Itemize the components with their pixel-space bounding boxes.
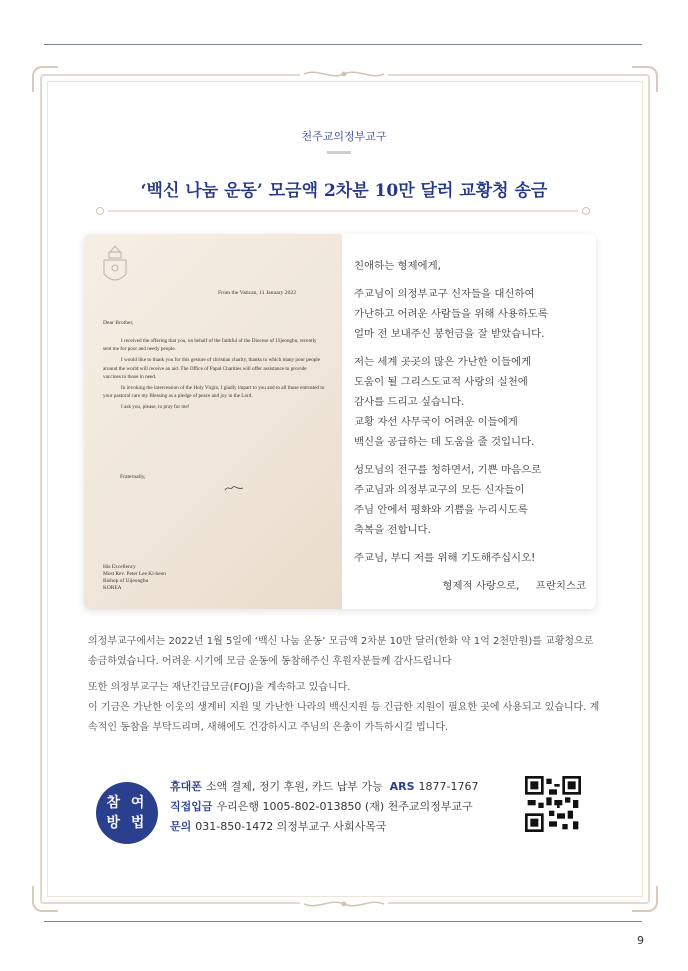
letter-date: From the Vatican, 11 January 2022 xyxy=(218,290,296,296)
letter-greeting: Dear Brother, xyxy=(103,320,134,326)
bottom-rule xyxy=(44,921,642,922)
participate-row: 휴대폰 소액 결제, 정기 후원, 카드 납부 가능 ARS 1877-1767 xyxy=(170,780,479,793)
translation-greeting: 친애하는 형제에게, xyxy=(354,260,441,272)
section-kicker: 천주교의정부교구 xyxy=(301,130,387,143)
top-rule xyxy=(44,44,642,45)
letter-paragraph: I received the offering that you, on behalf of the faithful of the Diocese of Uijeongbu, recently sent me for poor and needy people. xyxy=(103,338,317,353)
letter-paragraph: I ask you, please, to pray for me! xyxy=(121,404,190,411)
article-body xyxy=(88,632,600,744)
letter-address: His Excellency Most Rev. Peter Lee Ki-heon Bishop of Uijeongbu KOREA xyxy=(103,564,166,591)
title-ornament-line xyxy=(94,205,592,217)
participate-row: 직접입금 우리은행 1005-802-013850 (재) 천주교의정부교구 xyxy=(170,800,473,813)
qr-code-icon[interactable] xyxy=(525,776,581,832)
letter-translation xyxy=(354,256,590,604)
translation-signoff: 형제적 사랑으로, 프란치스코 xyxy=(442,580,586,592)
letter-body xyxy=(103,337,325,415)
body-paragraph: 의정부교구에서는 2022년 1월 5일에 ‘백신 나눔 운동’ 모금액 2차분 10만 달러(한화 약 1억 2천만원)를 교황청으로 송금하였습니다. 어려운 시기에 모금 운동에 동참해주신 후원자분들께 감사드립니다 xyxy=(88,636,594,667)
body-paragraph: 이 기금은 가난한 이웃의 생계비 지원 및 가난한 나라의 백신지원 등 긴급한 지원이 필요한 곳에 사용되고 있습니다. 계속적인 동참을 부탁드리며, 새해에도 건강하시고 주님의 은총이 가득하시길 빕니다. xyxy=(88,702,600,733)
participate-badge: 참 여 방 법 xyxy=(96,782,158,844)
translation-paragraph: 주교님이 의정부교구 신자들을 대신하여 가난하고 어려운 사람들을 위해 사용하도록 얼마 전 보내주신 봉헌금을 잘 받았습니다. xyxy=(354,288,548,340)
translation-paragraph: 주교님, 부디 저를 위해 기도해주십시오! xyxy=(354,552,536,564)
frame-corner-ornament xyxy=(632,886,658,912)
page-title: ‘백신 나눔 운동’ 모금액 2차분 10만 달러 교황청 송금 xyxy=(140,181,548,201)
translation-paragraph: 성모님의 전구를 청하면서, 기쁜 마음으로 주교님과 의정부교구의 모든 신자들이 주님 안에서 평화와 기쁨을 누리시도록 축복을 전합니다. xyxy=(354,464,542,536)
page-number: 9 xyxy=(637,934,644,947)
flourish-ornament-icon xyxy=(300,897,388,911)
letter-paragraph: In invoking the intercession of the Holy Virgin, I gladly impart to you and to all those entrusted to your pastoral care my Blessing as a pledge of peace and joy in the Lord. xyxy=(103,385,325,400)
kicker-divider xyxy=(327,151,351,154)
frame-corner-ornament xyxy=(32,66,58,92)
participate-info xyxy=(170,777,479,837)
frame-corner-ornament xyxy=(32,886,58,912)
letter-card xyxy=(84,234,596,609)
papal-letter-image xyxy=(84,234,342,609)
letter-closing: Fraternally, xyxy=(120,474,146,480)
letter-paragraph: I would like to thank you for this gesture of christian charity, thanks to which many poor people around the world will receive an aid. The Office of Papal Charities will offer assistance to provide vaccines to those in need. xyxy=(103,357,321,380)
frame-corner-ornament xyxy=(632,66,658,92)
body-paragraph: 또한 의정부교구는 재난긴급모금(FOJ)을 계속하고 있습니다. xyxy=(88,682,351,693)
participate-row: 문의 031-850-1472 의정부교구 사회사목국 xyxy=(170,820,387,833)
signature-icon xyxy=(224,484,244,492)
translation-paragraph: 저는 세계 곳곳의 많은 가난한 이들에게 도움이 될 그리스도교적 사랑의 실천에 감사를 드리고 싶습니다. 교황 자선 사무국이 어려운 이들에게 백신을 공급하는 데 도움을 줄 것입니다. xyxy=(354,356,535,448)
flourish-ornament-icon xyxy=(300,67,388,81)
papal-crest-icon xyxy=(98,244,132,288)
